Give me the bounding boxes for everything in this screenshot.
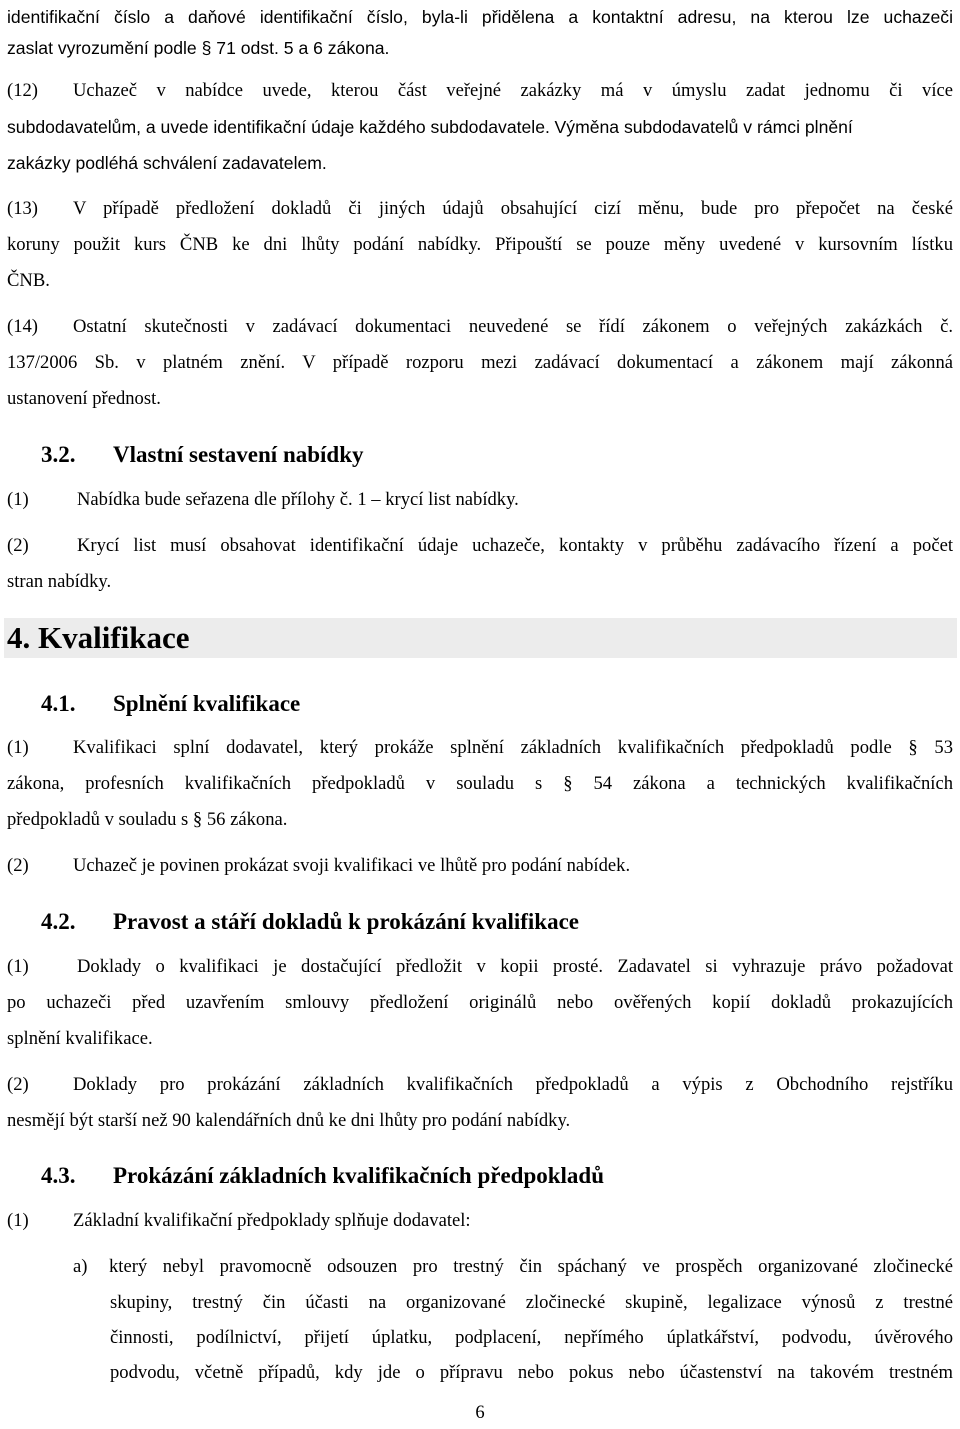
intro-line-2: zaslat vyrozumění podle § 71 odst. 5 a 6 zákona. bbox=[7, 38, 390, 58]
section-4-2-item-2-line-1 bbox=[7, 1074, 953, 1096]
paragraph-13-line-1 bbox=[7, 198, 953, 220]
section-3-2-item-2-line-1 bbox=[7, 535, 953, 557]
section-heading-4-3 bbox=[41, 1162, 604, 1190]
item-text: Nabídka bude seřazena dle přílohy č. 1 – krycí list nabídky. bbox=[77, 489, 519, 510]
item-number: (1) bbox=[7, 1210, 29, 1231]
item-text: Krycí list musí obsahovat identifikační údaje uchazeče, kontakty v průběhu zadávacího řízení a počet bbox=[77, 535, 953, 556]
section-3-2-item-1 bbox=[7, 489, 953, 511]
paragraph-number: (13) bbox=[7, 198, 38, 219]
paragraph-12-line-1 bbox=[7, 80, 953, 102]
item-number: (2) bbox=[7, 855, 29, 876]
section-heading-4-2 bbox=[41, 908, 579, 936]
section-4-1-item-1-line-2: zákona, profesních kvalifikačních předpokladů v souladu s § 54 zákona a technických kvalifikačních bbox=[7, 773, 953, 794]
list-label: a) bbox=[73, 1256, 88, 1277]
section-title: Vlastní sestavení nabídky bbox=[113, 442, 364, 467]
section-number: 4.2. bbox=[41, 909, 76, 934]
item-text: který nebyl pravomocně odsouzen pro trestný čin spáchaný ve prospěch organizované zločinecké bbox=[109, 1256, 953, 1277]
section-4-1-item-2 bbox=[7, 855, 953, 877]
paragraph-text: Uchazeč v nabídce uvede, kterou část veřejné zakázky má v úmyslu zadat jednomu či více bbox=[73, 80, 953, 101]
section-heading-3-2 bbox=[41, 441, 364, 469]
paragraph-14-line-1 bbox=[7, 316, 953, 338]
paragraph-text: subdodavatelům, a uvede identifikační údaje každého subdodavatele. bbox=[7, 117, 550, 137]
section-heading-4-1 bbox=[41, 690, 300, 718]
paragraph-14-line-2: 137/2006 Sb. v platném znění. V případě rozporu mezi zadávací dokumentací a zákonem mají zákonná bbox=[7, 352, 953, 373]
section-title: Prokázání základních kvalifikačních předpokladů bbox=[113, 1163, 604, 1188]
paragraph-13-line-3: ČNB. bbox=[7, 270, 50, 291]
item-text: Doklady pro prokázání základních kvalifikačních předpokladů a výpis z Obchodního rejstříku bbox=[73, 1074, 953, 1095]
section-title: Pravost a stáří dokladů k prokázání kvalifikace bbox=[113, 909, 580, 934]
paragraph-text: Ostatní skutečnosti v zadávací dokumentaci neuvedené se řídí zákonem o veřejných zakázkách č. bbox=[73, 316, 953, 337]
section-number: 3.2. bbox=[41, 442, 76, 467]
section-3-2-item-2-line-2: stran nabídky. bbox=[7, 571, 112, 592]
list-item-a-line-1 bbox=[73, 1256, 953, 1278]
item-number: (1) bbox=[7, 956, 29, 977]
section-number: 4.1. bbox=[41, 691, 76, 716]
item-number: (1) bbox=[7, 489, 29, 510]
section-4-3-item-1 bbox=[7, 1210, 953, 1232]
section-4-2-item-1-line-3: splnění kvalifikace. bbox=[7, 1028, 153, 1049]
section-4-2-item-1-line-2: po uchazeči před uzavřením smlouvy předložení originálů nebo ověřených kopií dokladů prokazujících bbox=[7, 992, 953, 1013]
paragraph-text: V případě předložení dokladů či jiných údajů obsahující cizí měnu, bude pro přepočet na české bbox=[73, 198, 953, 219]
item-text: Základní kvalifikační předpoklady splňuje dodavatel: bbox=[73, 1210, 471, 1231]
section-4-1-item-1-line-3: předpokladů v souladu s § 56 zákona. bbox=[7, 809, 288, 830]
paragraph-text: Výměna subdodavatelů v rámci plnění bbox=[554, 117, 853, 137]
chapter-heading-4: 4. Kvalifikace bbox=[4, 618, 957, 658]
paragraph-number: (12) bbox=[7, 80, 38, 101]
paragraph-12-line-2 bbox=[7, 116, 953, 139]
paragraph-14-line-3: ustanovení přednost. bbox=[7, 388, 161, 409]
item-text: Doklady o kvalifikaci je dostačující předložit v kopii prosté. Zadavatel si vyhrazuje právo požadovat bbox=[77, 956, 953, 977]
item-text: Uchazeč je povinen prokázat svoji kvalifikaci ve lhůtě pro podání nabídek. bbox=[73, 855, 631, 876]
section-title: Splnění kvalifikace bbox=[113, 691, 301, 716]
item-text: Kvalifikaci splní dodavatel, který prokáže splnění základních kvalifikačních předpokladů podle § 53 bbox=[73, 737, 953, 758]
page-number: 6 bbox=[475, 1402, 485, 1423]
section-4-1-item-1-line-1 bbox=[7, 737, 953, 759]
paragraph-13-line-2: koruny použit kurs ČNB ke dni lhůty podání nabídky. Připouští se pouze měny uvedené v kursovním lístku bbox=[7, 234, 953, 255]
list-item-a-line-4: podvodu, včetně případů, kdy jde o přípravu nebo pokus nebo účastenství na takovém trestném bbox=[110, 1362, 953, 1383]
section-number: 4.3. bbox=[41, 1163, 76, 1188]
item-number: (2) bbox=[7, 1074, 29, 1095]
intro-line-1: identifikační číslo a daňové identifikační číslo, byla-li přidělena a kontaktní adresu, na kterou lze uchazeči bbox=[7, 7, 953, 27]
item-number: (2) bbox=[7, 535, 29, 556]
paragraph-12-line-3: zakázky podléhá schválení zadavatelem. bbox=[7, 153, 327, 173]
list-item-a-line-2: skupiny, trestný čin účasti na organizované zločinecké skupině, legalizace výnosů z trestné bbox=[110, 1292, 953, 1313]
list-item-a-line-3: činnosti, podílnictví, přijetí úplatku, podplacení, nepřímého úplatkářství, podvodu, úvěrového bbox=[110, 1327, 953, 1348]
item-number: (1) bbox=[7, 737, 29, 758]
section-4-2-item-1-line-1 bbox=[7, 956, 953, 978]
paragraph-number: (14) bbox=[7, 316, 38, 337]
section-4-2-item-2-line-2: nesmějí být starší než 90 kalendářních dnů ke dni lhůty pro podání nabídky. bbox=[7, 1110, 571, 1131]
